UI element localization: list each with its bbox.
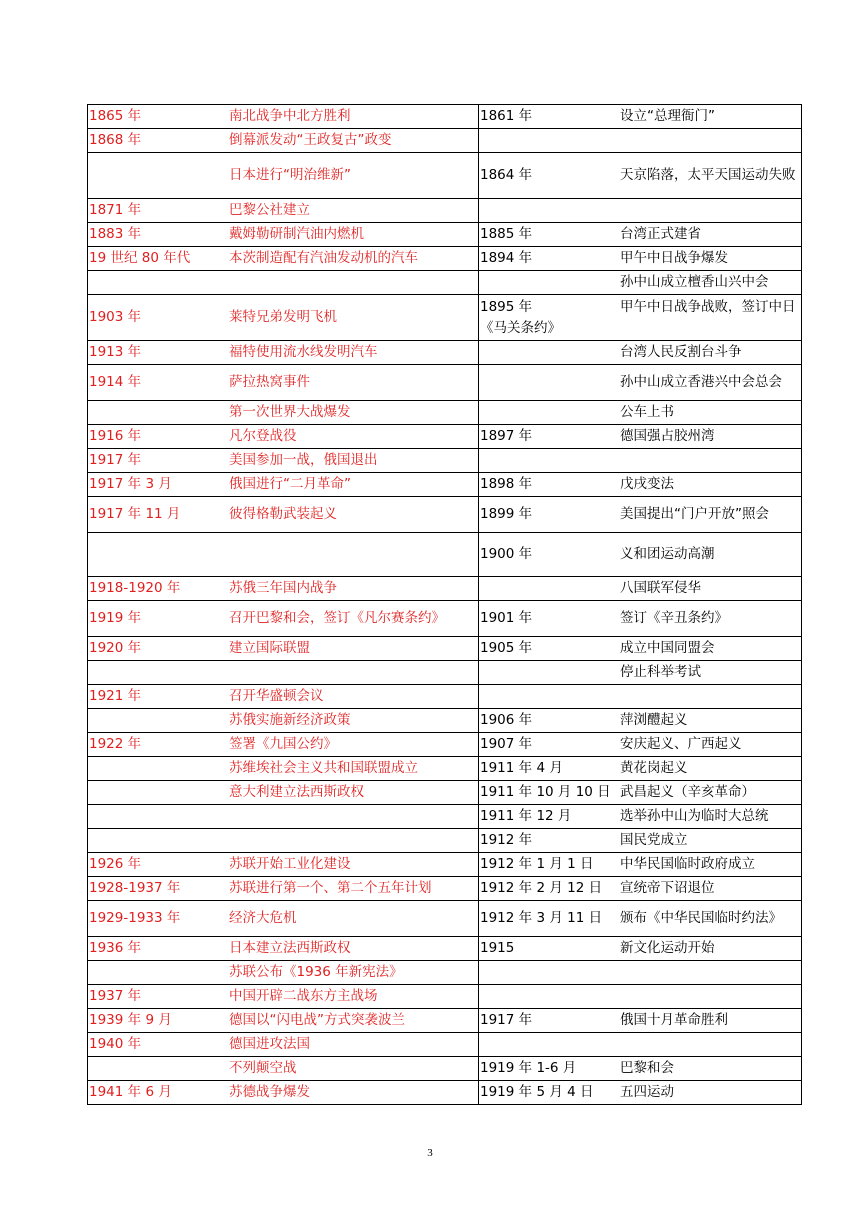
china-event-cell (479, 401, 802, 425)
world-event-cell (88, 199, 479, 223)
china-event-cell (479, 709, 802, 733)
china-event-text: 甲午中日战争爆发 (620, 250, 728, 266)
china-event-cell (479, 901, 802, 937)
china-event-cell (479, 685, 802, 709)
china-event-text: 德国强占胶州湾 (620, 428, 715, 444)
world-event-cell (88, 271, 479, 295)
world-event-cell (88, 247, 479, 271)
world-event-date: 1926 年 (89, 856, 142, 872)
china-event-cell (479, 781, 802, 805)
table-row (88, 661, 802, 685)
china-event-cell (479, 577, 802, 601)
china-event-cell (479, 661, 802, 685)
china-event-date: 1901 年 (480, 610, 533, 626)
world-event-text: 福特使用流水线发明汽车 (229, 344, 378, 360)
china-event-date: 1907 年 (480, 736, 533, 752)
china-event-text: 设立“总理衙门” (620, 108, 715, 124)
china-event-date: 1915 (480, 940, 515, 956)
table-row (88, 401, 802, 425)
table-row (88, 473, 802, 497)
world-event-cell (88, 129, 479, 153)
china-event-cell (479, 601, 802, 637)
world-event-date: 1918-1920 年 (89, 580, 181, 596)
table-row (88, 829, 802, 853)
table-row (88, 577, 802, 601)
china-event-text: 台湾人民反割台斗争 (620, 344, 742, 360)
china-event-cell (479, 365, 802, 401)
world-event-text: 苏德战争爆发 (229, 1084, 310, 1100)
china-event-cell (479, 877, 802, 901)
world-event-date: 19 世纪 80 年代 (89, 250, 191, 266)
world-event-cell (88, 1081, 479, 1105)
china-event-cell (479, 733, 802, 757)
world-event-date: 1940 年 (89, 1036, 142, 1052)
china-event-date: 1900 年 (480, 546, 533, 562)
world-event-cell (88, 153, 479, 199)
table-row (88, 1057, 802, 1081)
china-event-text: 义和团运动高潮 (620, 546, 715, 562)
world-event-date: 1871 年 (89, 202, 142, 218)
china-event-cell (479, 247, 802, 271)
china-event-cell (479, 425, 802, 449)
world-event-text: 巴黎公社建立 (229, 202, 310, 218)
world-event-text: 美国参加一战，俄国退出 (229, 452, 378, 468)
table-row (88, 961, 802, 985)
world-event-cell (88, 937, 479, 961)
world-event-cell (88, 577, 479, 601)
world-event-cell (88, 295, 479, 341)
world-event-text: 凡尔登战役 (229, 428, 297, 444)
table-row (88, 1009, 802, 1033)
world-event-date: 1903 年 (89, 309, 142, 325)
china-event-cell (479, 497, 802, 533)
china-event-date: 1885 年 (480, 226, 533, 242)
world-event-text: 倒幕派发动“王政复古”政变 (229, 132, 392, 148)
world-event-text: 日本进行“明治维新” (229, 167, 351, 183)
china-event-date: 1912 年 3 月 11 日 (480, 910, 603, 926)
world-event-cell (88, 733, 479, 757)
table-row (88, 341, 802, 365)
table-row (88, 637, 802, 661)
table-row (88, 295, 802, 341)
world-event-cell (88, 223, 479, 247)
china-event-date: 1919 年 1-6 月 (480, 1060, 577, 1076)
table-row (88, 425, 802, 449)
world-event-date: 1921 年 (89, 688, 142, 704)
world-event-cell (88, 805, 479, 829)
page-number: 3 (427, 1147, 433, 1159)
china-event-cell (479, 805, 802, 829)
world-event-text: 建立国际联盟 (229, 640, 310, 656)
china-event-cell (479, 1033, 802, 1057)
world-event-date: 1936 年 (89, 940, 142, 956)
china-event-date: 1895 年 (480, 298, 533, 315)
china-event-cell (479, 1081, 802, 1105)
world-event-text: 彼得格勒武装起义 (229, 506, 337, 522)
world-event-date: 1937 年 (89, 988, 142, 1004)
china-event-cell (479, 449, 802, 473)
world-event-cell (88, 105, 479, 129)
world-event-date: 1913 年 (89, 344, 142, 360)
china-event-text: 签订《辛丑条约》 (620, 610, 728, 626)
world-event-cell (88, 497, 479, 533)
world-event-cell (88, 1033, 479, 1057)
china-event-date: 1912 年 1 月 1 日 (480, 856, 594, 872)
world-event-cell (88, 401, 479, 425)
table-row (88, 853, 802, 877)
china-event-cell (479, 223, 802, 247)
world-event-cell (88, 961, 479, 985)
china-event-text: 天京陷落，太平天国运动失败 (620, 167, 796, 183)
world-event-cell (88, 757, 479, 781)
world-event-cell (88, 985, 479, 1009)
world-event-date: 1883 年 (89, 226, 142, 242)
china-event-text: 宣统帝下诏退位 (620, 880, 715, 896)
world-event-text: 苏俄三年国内战争 (229, 580, 337, 596)
world-event-text: 经济大危机 (229, 910, 297, 926)
china-event-text: 黄花岗起义 (620, 760, 688, 776)
china-event-text: 武昌起义（辛亥革命） (620, 784, 755, 800)
china-event-cell (479, 853, 802, 877)
china-event-cell (479, 1057, 802, 1081)
china-event-text: 中华民国临时政府成立 (620, 856, 755, 872)
china-event-cell (479, 937, 802, 961)
world-event-date: 1928-1937 年 (89, 880, 181, 896)
world-event-date: 1917 年 3 月 (89, 476, 172, 492)
world-event-cell (88, 473, 479, 497)
china-event-text: 安庆起义、广西起义 (620, 736, 742, 752)
china-event-cell (479, 757, 802, 781)
china-event-text: 成立中国同盟会 (620, 640, 715, 656)
world-event-date: 1939 年 9 月 (89, 1012, 172, 1028)
china-event-date: 1905 年 (480, 640, 533, 656)
world-event-cell (88, 601, 479, 637)
world-event-cell (88, 425, 479, 449)
china-event-cell (479, 533, 802, 577)
table-row (88, 757, 802, 781)
china-event-cell (479, 985, 802, 1009)
world-event-text: 南北战争中北方胜利 (229, 108, 351, 124)
table-row (88, 985, 802, 1009)
world-event-text: 第一次世界大战爆发 (229, 404, 351, 420)
china-event-cell (479, 829, 802, 853)
world-event-text: 召开华盛顿会议 (229, 688, 324, 704)
table-row (88, 365, 802, 401)
china-event-text: 俄国十月革命胜利 (620, 1012, 728, 1028)
world-event-text: 签署《九国公约》 (229, 736, 337, 752)
world-event-date: 1917 年 (89, 452, 142, 468)
world-event-text: 意大利建立法西斯政权 (229, 784, 364, 800)
world-event-date: 1929-1933 年 (89, 910, 181, 926)
china-event-cell (479, 295, 802, 341)
china-event-date: 1912 年 2 月 12 日 (480, 880, 603, 896)
china-event-cell (479, 1009, 802, 1033)
world-event-date: 1917 年 11 月 (89, 506, 181, 522)
china-event-text: 孙中山成立香港兴中会总会 (620, 374, 782, 390)
table-row (88, 601, 802, 637)
table-row (88, 271, 802, 295)
china-event-date: 1861 年 (480, 108, 533, 124)
world-event-date: 1922 年 (89, 736, 142, 752)
world-event-date: 1916 年 (89, 428, 142, 444)
china-event-text: 新文化运动开始 (620, 940, 715, 956)
table-row (88, 533, 802, 577)
table-row (88, 129, 802, 153)
world-event-cell (88, 877, 479, 901)
china-event-cell (479, 199, 802, 223)
china-event-date: 1894 年 (480, 250, 533, 266)
china-event-text: 戊戌变法 (620, 476, 674, 492)
world-event-date: 1868 年 (89, 132, 142, 148)
world-event-cell (88, 829, 479, 853)
china-event-text: 公车上书 (620, 404, 674, 420)
table-row (88, 1081, 802, 1105)
world-event-cell (88, 341, 479, 365)
world-event-text: 苏联开始工业化建设 (229, 856, 351, 872)
china-event-text: 孙中山成立檀香山兴中会 (620, 274, 769, 290)
china-event-text: 巴黎和会 (620, 1060, 674, 1076)
world-event-date: 1914 年 (89, 374, 142, 390)
china-event-cell (479, 341, 802, 365)
china-event-text: 台湾正式建省 (620, 226, 701, 242)
world-event-cell (88, 1057, 479, 1081)
china-event-text: 国民党成立 (620, 832, 688, 848)
table-row (88, 733, 802, 757)
world-event-text: 俄国进行“二月革命” (229, 476, 351, 492)
china-event-date: 1912 年 (480, 832, 533, 848)
world-event-text: 戴姆勒研制汽油内燃机 (229, 226, 364, 242)
china-event-date: 1899 年 (480, 506, 533, 522)
china-event-date: 1864 年 (480, 167, 533, 183)
world-event-cell (88, 637, 479, 661)
world-event-text: 中国开辟二战东方主战场 (229, 988, 378, 1004)
world-event-cell (88, 853, 479, 877)
china-event-date: 1911 年 12 月 (480, 808, 572, 824)
table-row (88, 223, 802, 247)
world-event-text: 苏联公布《1936 年新宪法》 (229, 964, 403, 980)
china-event-date: 1911 年 10 月 10 日 (480, 784, 611, 800)
china-event-date: 1919 年 5 月 4 日 (480, 1084, 594, 1100)
world-event-cell (88, 709, 479, 733)
timeline-table (87, 104, 802, 1105)
world-event-cell (88, 901, 479, 937)
china-event-cell (479, 153, 802, 199)
china-event-text: 颁布《中华民国临时约法》 (620, 910, 782, 926)
world-event-cell (88, 449, 479, 473)
table-row (88, 1033, 802, 1057)
china-event-date: 1898 年 (480, 476, 533, 492)
world-event-cell (88, 661, 479, 685)
world-event-cell (88, 1009, 479, 1033)
world-event-date: 1941 年 6 月 (89, 1084, 172, 1100)
table-row (88, 901, 802, 937)
world-event-cell (88, 781, 479, 805)
world-event-date: 1920 年 (89, 640, 142, 656)
china-event-cell (479, 961, 802, 985)
china-event-text: 甲午中日战争战败，签订中日《马关条约》 (480, 298, 796, 336)
china-event-text: 停止科举考试 (620, 664, 701, 680)
china-event-date: 1897 年 (480, 428, 533, 444)
china-event-text: 选举孙中山为临时大总统 (620, 808, 769, 824)
world-event-cell (88, 365, 479, 401)
world-event-text: 德国进攻法国 (229, 1036, 310, 1052)
china-event-text: 五四运动 (620, 1084, 674, 1100)
world-event-text: 苏联进行第一个、第二个五年计划 (229, 880, 432, 896)
table-row (88, 199, 802, 223)
china-event-cell (479, 129, 802, 153)
china-event-text: 八国联军侵华 (620, 580, 701, 596)
china-event-cell (479, 271, 802, 295)
world-event-text: 苏维埃社会主义共和国联盟成立 (229, 760, 418, 776)
china-event-text: 美国提出“门户开放”照会 (620, 506, 769, 522)
china-event-date: 1917 年 (480, 1012, 533, 1028)
table-row (88, 497, 802, 533)
world-event-text: 萨拉热窝事件 (229, 374, 310, 390)
world-event-date: 1865 年 (89, 108, 142, 124)
table-row (88, 247, 802, 271)
china-event-date: 1906 年 (480, 712, 533, 728)
world-event-text: 德国以“闪电战”方式突袭波兰 (229, 1012, 405, 1028)
table-row (88, 105, 802, 129)
world-event-date: 1919 年 (89, 610, 142, 626)
table-row (88, 805, 802, 829)
world-event-text: 日本建立法西斯政权 (229, 940, 351, 956)
world-event-text: 莱特兄弟发明飞机 (229, 309, 337, 325)
world-event-text: 苏俄实施新经济政策 (229, 712, 351, 728)
china-event-date: 1911 年 4 月 (480, 760, 563, 776)
china-event-cell (479, 637, 802, 661)
table-row (88, 877, 802, 901)
table-row (88, 937, 802, 961)
world-event-text: 不列颠空战 (229, 1060, 297, 1076)
table-row (88, 709, 802, 733)
world-event-cell (88, 685, 479, 709)
world-event-text: 召开巴黎和会，签订《凡尔赛条约》 (229, 610, 445, 626)
china-event-cell (479, 473, 802, 497)
world-event-cell (88, 533, 479, 577)
china-event-cell (479, 105, 802, 129)
table-row (88, 449, 802, 473)
china-event-text: 萍浏醴起义 (620, 712, 688, 728)
table-row (88, 153, 802, 199)
world-event-text: 本茨制造配有汽油发动机的汽车 (229, 250, 418, 266)
table-row (88, 685, 802, 709)
table-row (88, 781, 802, 805)
